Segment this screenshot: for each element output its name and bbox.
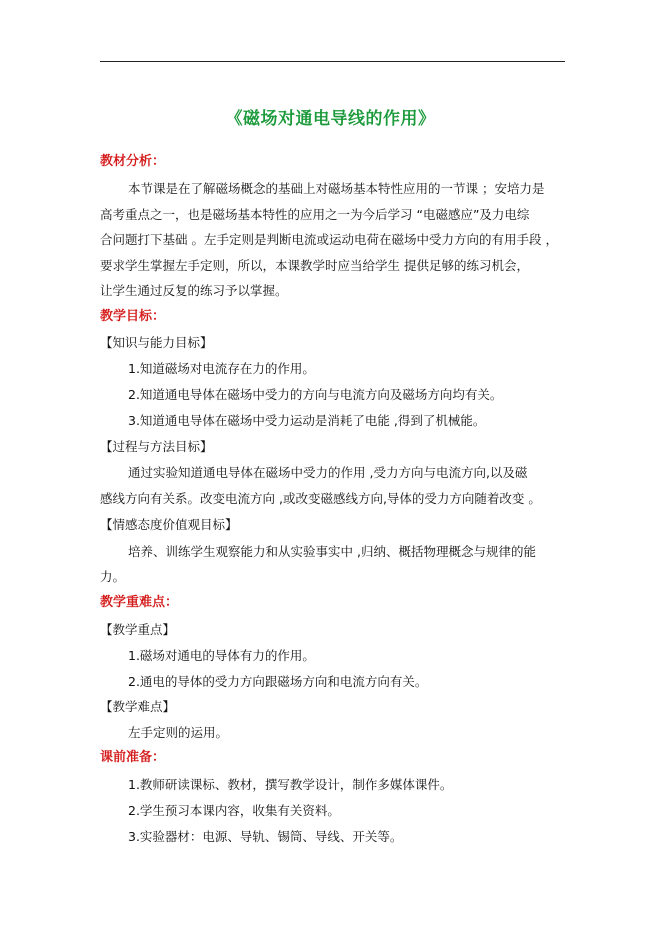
difficulty-label: 【教学难点】	[100, 699, 176, 714]
emotion-goals-label: 【情感态度价值观目标】	[100, 517, 238, 532]
key-point-item: 2.通电的导体的受力方向跟磁场方向和电流方向有关。	[128, 674, 428, 689]
process-goals-label: 【过程与方法目标】	[100, 439, 213, 454]
key-points-label: 【教学重点】	[100, 622, 176, 637]
knowledge-goals-label: 【知识与能力目标】	[100, 335, 213, 350]
header-rule	[100, 61, 565, 62]
goals-heading: 教学目标：	[100, 309, 166, 324]
emotion-goal-line: 力。	[100, 569, 126, 584]
document-title: 《磁场对通电导线的作用》	[225, 109, 436, 129]
preparation-item: 3.实验器材：电源、导轨、锡筒、导线、开关等。	[128, 829, 403, 844]
preparation-heading: 课前准备：	[100, 750, 166, 765]
analysis-heading: 教材分析：	[100, 154, 166, 169]
analysis-line: 高考重点之一，也是磁场基本特性的应用之一为今后学习 “电磁感应”及力电综	[100, 207, 530, 222]
analysis-line: 要求学生掌握左手定则，所以，本课教学时应当给学生 提供足够的练习机会，	[100, 258, 529, 273]
process-goal-line: 通过实验知道通电导体在磁场中受力的作用 ,受力方向与电流方向,以及磁	[128, 465, 528, 480]
keypoints-heading: 教学重难点：	[100, 595, 179, 610]
preparation-item: 1.教师研读课标、教材，撰写教学设计，制作多媒体课件。	[128, 777, 453, 792]
knowledge-goal-item: 1.知道磁场对电流存在力的作用。	[128, 361, 315, 376]
knowledge-goal-item: 2.知道通电导体在磁场中受力的方向与电流方向及磁场方向均有关。	[128, 387, 503, 402]
knowledge-goal-item: 3.知道通电导体在磁场中受力运动是消耗了电能 ,得到了机械能。	[128, 413, 486, 428]
difficulty-text: 左手定则的运用。	[128, 725, 229, 740]
process-goal-line: 感线方向有关系。改变电流方向 ,或改变磁感线方向,导体的受力方向随着改变 。	[100, 491, 541, 506]
analysis-line: 本节课是在了解磁场概念的基础上对磁场基本特性应用的一节课 ；安培力是	[128, 181, 545, 196]
analysis-line: 合问题打下基础 。左手定则是判断电流或运动电荷在磁场中受力方向的有用手段 ，	[100, 232, 558, 247]
key-point-item: 1.磁场对通电的导体有力的作用。	[128, 648, 315, 663]
preparation-item: 2.学生预习本课内容，收集有关资料。	[128, 803, 340, 818]
analysis-line: 让学生通过反复的练习予以掌握。	[100, 283, 288, 298]
emotion-goal-line: 培养、训练学生观察能力和从实验事实中 ,归纳、概括物理概念与规律的能	[128, 544, 536, 559]
